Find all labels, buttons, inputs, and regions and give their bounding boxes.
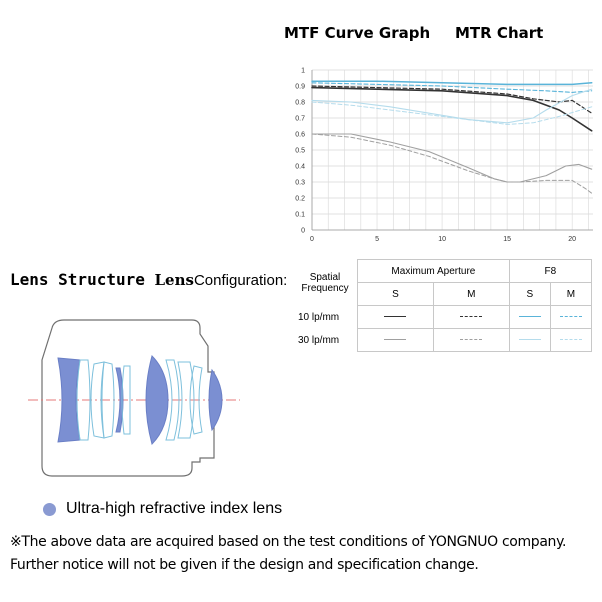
spatial-frequency-header	[293, 260, 358, 306]
y-tick-label: 0.7	[295, 115, 305, 123]
x-tick-label: 5	[375, 236, 379, 243]
mtr-chart-title: MTR Chart	[455, 24, 544, 42]
note-line-1: ※The above data are acquired based on the test conditions of YONGNUO company.	[10, 534, 567, 550]
ultra-high-refractive-label: Ultra-high refractive index lens	[66, 500, 283, 517]
swatch-f8-30-m	[550, 329, 591, 352]
spatial-label: Spatial	[309, 271, 341, 283]
x-tick-label: 10	[438, 236, 446, 243]
ultra-high-refractive-legend	[43, 500, 282, 518]
ultra-high-refractive-dot	[43, 503, 56, 516]
series-line-max-ap-30-m	[312, 134, 592, 193]
y-tick-label: 0.4	[295, 163, 305, 171]
note-line-2: Further notice will not be given if the design and specification change.	[10, 557, 479, 573]
y-tick-label: 0.6	[295, 131, 305, 139]
y-tick-label: 0.9	[295, 83, 305, 91]
maximum-aperture-header: Maximum Aperture	[358, 260, 510, 283]
y-tick-label: 0.8	[295, 99, 305, 107]
row-30lpmm-label: 30 lp/mm	[298, 334, 340, 346]
f8-header: F8	[509, 260, 591, 283]
series-line-max-ap-10-m	[312, 86, 592, 113]
lens-structure-heading	[10, 270, 287, 290]
mtf-chart	[280, 60, 596, 250]
lens-structure-diagram	[28, 316, 250, 484]
swatch-maxap-30-m	[433, 329, 509, 352]
mtf-curve-graph-title: MTF Curve Graph	[284, 24, 431, 42]
series-line-f8-30-m	[312, 102, 592, 124]
y-tick-label: 1	[301, 67, 305, 75]
lens-element-7	[146, 356, 168, 444]
configuration-text: Configuration:	[193, 272, 288, 289]
legend-table	[293, 259, 592, 352]
y-tick-label: 0.1	[295, 211, 305, 219]
swatch-f8-30-s	[509, 329, 550, 352]
swatch-f8-10-m	[550, 306, 591, 329]
y-tick-label: 0.2	[295, 195, 305, 203]
y-tick-label: 0.5	[295, 147, 305, 155]
x-tick-label: 15	[503, 236, 512, 243]
y-tick-label: 0	[301, 227, 305, 235]
y-tick-label: 0.3	[295, 179, 305, 187]
swatch-f8-10-s	[509, 306, 550, 329]
max-ap-m-header: M	[433, 283, 509, 306]
swatch-maxap-10-s	[358, 306, 434, 329]
swatch-maxap-10-m	[433, 306, 509, 329]
swatch-maxap-30-s	[358, 329, 434, 352]
frequency-label: Frequency	[301, 282, 349, 294]
f8-s-header: S	[509, 283, 550, 306]
lens-structure-text: Lens Structure	[10, 270, 155, 289]
series-line-max-ap-30-s	[312, 134, 592, 182]
row-10lpmm-label: 10 lp/mm	[298, 311, 340, 323]
max-ap-s-header: S	[358, 283, 434, 306]
x-tick-label: 0	[310, 236, 314, 243]
f8-m-header: M	[550, 283, 591, 306]
lens-text: Lens	[154, 271, 194, 289]
lens-element-11	[209, 370, 222, 430]
series-line-max-ap-10-s	[312, 88, 592, 131]
x-tick-label: 20	[568, 236, 577, 243]
